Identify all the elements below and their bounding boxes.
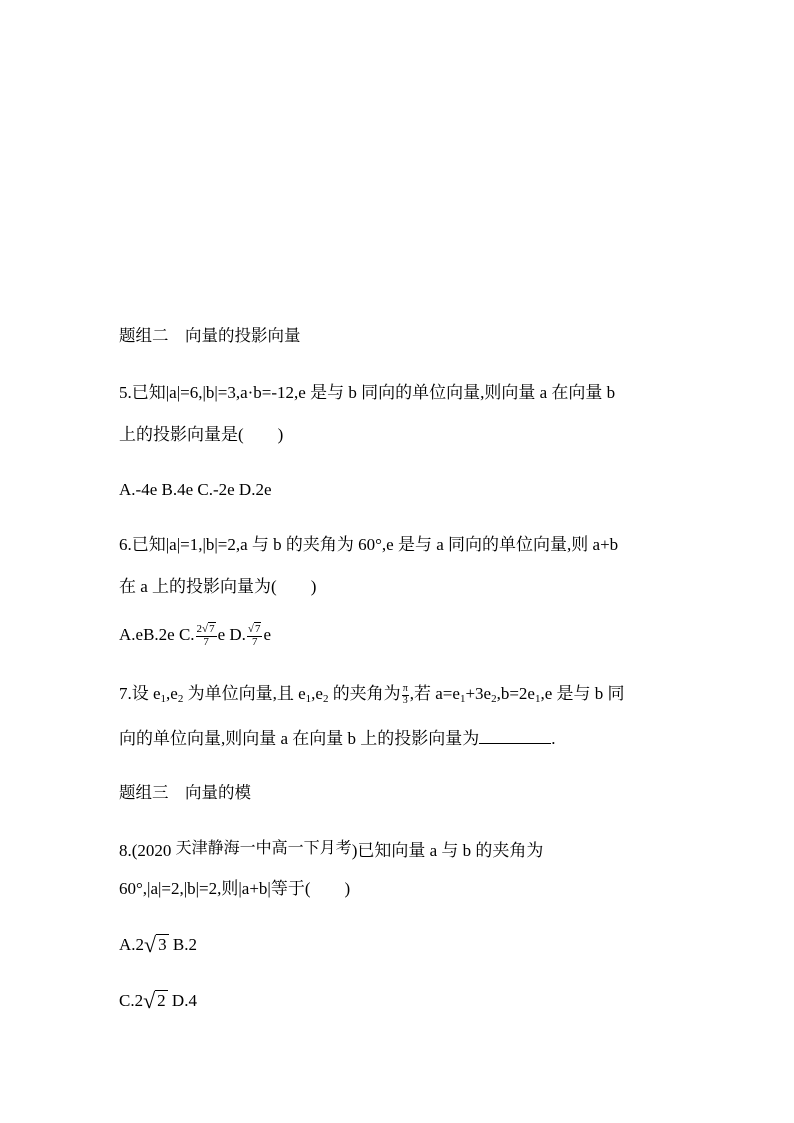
q7-text: ,e <box>311 683 323 703</box>
section-title-3: 题组三 向量的模 <box>119 783 251 802</box>
q7-line2 <box>119 730 556 747</box>
q7-text: 7.设 e <box>119 683 161 703</box>
q7-text: ,e 是与 b 同 <box>540 683 625 703</box>
q6-line1: 6.已知|a|=1,|b|=2,a 与 b 的夹角为 60°,e 是与 a 同向的单位向量,则 a+b <box>119 535 619 554</box>
q6-options <box>119 624 271 648</box>
q6-opt-c-denominator: 7 <box>203 635 209 648</box>
q6-opt-d-denominator: 7 <box>251 635 258 648</box>
q6-opt-a-b: A.eB.2e C. <box>119 624 195 644</box>
sqrt-icon: √ <box>247 623 254 635</box>
q7-text: 为单位向量,且 e <box>183 683 306 703</box>
q6-opt-c-fraction <box>196 624 217 648</box>
subscript: 2 <box>322 692 329 705</box>
q5-options: A.-4e B.4e C.-2e D.2e <box>119 480 272 499</box>
q8-line1 <box>119 840 543 859</box>
subscript: 1 <box>459 692 466 705</box>
q7-line2-text: 向的单位向量,则向量 a 在向量 b 上的投影向量为 <box>119 729 480 748</box>
radicand: 3 <box>158 935 167 954</box>
subscript: 1 <box>305 692 312 705</box>
section-title-2: 题组二 向量的投影向量 <box>119 326 301 345</box>
q8-opt-c: C.2 <box>119 991 144 1010</box>
subscript: 1 <box>534 692 541 705</box>
q6-opt-c-radicand: 7 <box>209 623 215 635</box>
q7-period: . <box>551 729 556 748</box>
q7-text: +3e <box>465 683 492 703</box>
q8-prefix: 8.(2020 <box>119 841 176 860</box>
q7-text: ,e <box>166 683 178 703</box>
q8-line2: 60°,|a|=2,|b|=2,则|a+b|等于( ) <box>119 879 351 898</box>
q8-text: )已知向量 a 与 b 的夹角为 <box>351 841 544 860</box>
pi-numerator: π <box>402 683 408 694</box>
q8-option-ab <box>119 934 197 956</box>
pi-over-3-fraction <box>402 684 409 706</box>
sqrt-icon: √ <box>143 988 156 1013</box>
subscript: 2 <box>177 692 184 705</box>
sqrt-2 <box>143 990 168 1012</box>
q8-option-cd <box>119 990 197 1012</box>
q6-opt-c-coef: 2 <box>196 623 203 635</box>
q6-opt-c-tail: e D. <box>217 624 246 644</box>
sqrt-icon: √ <box>202 623 209 635</box>
answer-blank[interactable] <box>479 742 551 744</box>
q8-opt-a: A.2 <box>119 935 145 954</box>
q7-text: 的夹角为 <box>328 683 401 703</box>
sqrt-icon: √ <box>144 932 157 957</box>
q8-opt-b: B.2 <box>168 935 197 954</box>
q8-opt-d: D.4 <box>167 991 197 1010</box>
q7-text: ,若 a=e <box>409 683 460 703</box>
q5-line2: 上的投影向量是( ) <box>119 425 284 444</box>
pi-denominator: 3 <box>402 694 408 706</box>
radicand: 2 <box>157 991 166 1010</box>
q6-line2: 在 a 上的投影向量为( ) <box>119 577 317 596</box>
q7-line1 <box>119 684 625 706</box>
q6-opt-d-radicand: 7 <box>254 623 261 635</box>
subscript: 1 <box>160 692 167 705</box>
q6-opt-d-tail: e <box>263 624 272 644</box>
subscript: 2 <box>491 692 497 705</box>
sqrt-3 <box>144 934 169 956</box>
q7-text: ,b=2e <box>496 683 535 703</box>
q6-opt-d-fraction <box>247 624 263 648</box>
q8-source-note: 天津静海一中高一下月考 <box>175 838 352 857</box>
q5-line1: 5.已知|a|=6,|b|=3,a·b=-12,e 是与 b 同向的单位向量,则向量 a 在向量 b <box>119 383 616 402</box>
